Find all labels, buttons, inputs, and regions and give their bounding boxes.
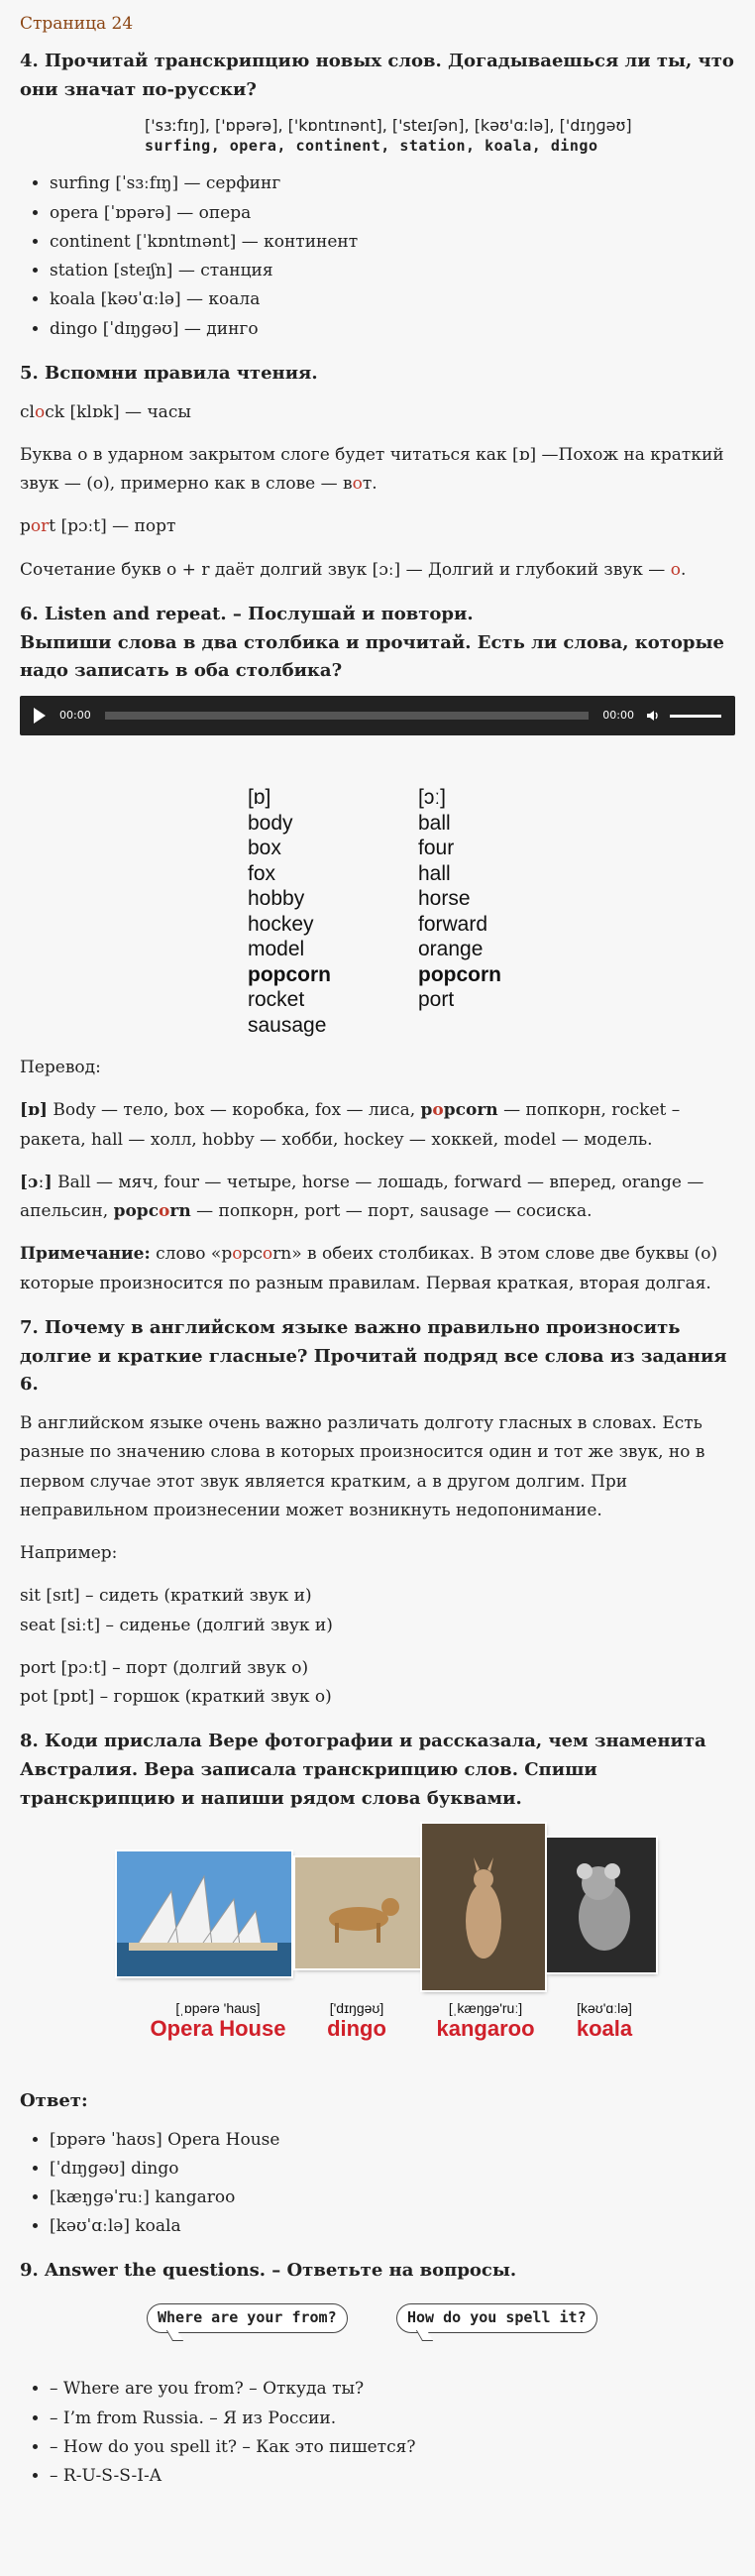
- clock-line: clock [klɒk] — часы: [20, 401, 191, 422]
- word: forward: [418, 912, 488, 936]
- audio-player: [20, 696, 735, 735]
- dingo-photo: [295, 1857, 422, 1968]
- word-columns: [248, 785, 735, 1038]
- answers-list: [20, 2126, 735, 2242]
- section-9-title: 9. Answer the questions. – Ответьте на вопросы.: [20, 2260, 517, 2282]
- list-item: • – How do you spell it? – Как это пишется?: [50, 2433, 735, 2462]
- section-4-list: [20, 169, 735, 343]
- speech-bubbles: [20, 2296, 735, 2365]
- word: fox: [248, 861, 276, 885]
- photo-label-dingo: ['dɪŋɡəʊ] dingo: [327, 1999, 386, 2041]
- list-item: • opera [ˈɒpərə] — опера: [50, 199, 735, 228]
- list-item: • koala [kəʊˈɑːlə] — коала: [50, 285, 735, 314]
- list-item: • – Where are you from? – Откуда ты?: [50, 2375, 735, 2404]
- word: popcorn: [418, 962, 501, 986]
- word: rocket: [248, 988, 305, 1012]
- column-header: [ɒ]: [248, 786, 271, 810]
- column-header: [ɔː]: [418, 786, 447, 810]
- column-short-o: [248, 785, 418, 1038]
- word: body: [248, 811, 293, 835]
- list-item: • [kəʊˈɑːlə] koala: [50, 2212, 735, 2241]
- audio-progress-bar[interactable]: [105, 712, 590, 720]
- section-8-title: 8. Коди прислала Вере фотографии и рассказала, чем знаменита Австралия. Вера записала транскрипцию слов. Спиши транскрипцию и напиши рядом слова буквами.: [20, 1731, 706, 1809]
- section-7-paragraph: В английском языке очень важно различать долготу гласных в словах. Есть разные по значению слова в которых произносится один и тот же звук, но в первом случае этот звук является кратким, а в другом долгим. При неправильном произнесении может возникнуть недопонимание.: [20, 1413, 705, 1520]
- play-icon[interactable]: [34, 708, 46, 724]
- list-item: • – R-U-S-S-I-A: [50, 2462, 735, 2491]
- rule-long-o: Сочетание букв o + r даёт долгий звук [ɔː] — Долгий и глубокий звук — о.: [20, 559, 687, 580]
- audio-current-time: 00:00: [59, 708, 91, 722]
- translation-short-o: [ɒ] Body — тело, box — коробка, fox — лиса, popcorn — попкорн, rocket – ракета, hall — холл, hobby — хобби, hockey — хоккей, model — модель.: [20, 1100, 681, 1150]
- section-4-title: 4. Прочитай транскрипцию новых слов. Догадываешься ли ты, что они значат по-русски?: [20, 51, 734, 100]
- photo-label-kangaroo: [ˌkæŋɡə'ruː] kangaroo: [436, 1999, 535, 2041]
- section-5-title: 5. Вспомни правила чтения.: [20, 362, 318, 384]
- word: hobby: [248, 887, 305, 911]
- list-item: • continent [ˈkɒntɪnənt] — континент: [50, 228, 735, 257]
- word: popcorn: [248, 962, 331, 986]
- australia-photos: [20, 1824, 735, 2072]
- section-7-title: 7. Почему в английском языке важно правильно произносить долгие и краткие гласные? Прочитай подряд все слова из задания 6.: [20, 1316, 727, 1396]
- example-group-1: sit [sɪt] – сидеть (краткий звук и) seat [siːt] – сиденье (долгий звук и): [20, 1586, 333, 1635]
- word: ball: [418, 811, 451, 835]
- word: model: [248, 938, 305, 961]
- list-item: • dingo [ˈdɪŋgəʊ] — динго: [50, 315, 735, 344]
- speech-bubble-1: Where are your from?: [147, 2303, 348, 2333]
- example-group-2: port [pɔːt] – порт (долгий звук о) pot [pɒt] – горшок (краткий звук о): [20, 1657, 332, 1708]
- page-label: Страница 24: [20, 14, 134, 34]
- list-item: • station [steɪʃn] — станция: [50, 257, 735, 285]
- note: Примечание: слово «popcorn» в обеих столбиках. В этом слове две буквы (о) которые произносится по разным правилам. Первая краткая, вторая долгая.: [20, 1244, 718, 1293]
- photo-label-koala: [kəʊ'ɑːlə] koala: [576, 1999, 633, 2041]
- word: sausage: [248, 1013, 327, 1037]
- audio-duration: 00:00: [602, 708, 634, 722]
- photo-label-opera-house: [ˌɒpərə 'haus] Opera House: [150, 1999, 286, 2041]
- word: hall: [418, 861, 451, 885]
- volume-icon[interactable]: [646, 709, 660, 723]
- list-item: • surfing [ˈsɜːfɪŋ] — серфинг: [50, 169, 735, 198]
- example-label: Например:: [20, 1543, 118, 1564]
- words-line: surfing, opera, continent, station, koala, dingo: [145, 137, 598, 156]
- translation-label: Перевод:: [20, 1058, 101, 1078]
- word: four: [418, 837, 455, 860]
- transcription-box: [145, 115, 735, 157]
- transcription-line: ['sɜːfɪŋ], ['ɒpərə], ['kɒntɪnənt], ['steɪʃən], [kəʊ'ɑːlə], ['dɪŋɡəʊ]: [145, 115, 632, 135]
- koala-photo: [547, 1838, 656, 1972]
- list-item: • – I’m from Russia. – Я из России.: [50, 2405, 735, 2433]
- column-long-o: [418, 785, 589, 1038]
- section-9-list: [20, 2375, 735, 2491]
- opera-house-photo: [117, 1851, 291, 1976]
- answer-label: Ответ:: [20, 2089, 88, 2111]
- speech-bubble-2: How do you spell it?: [396, 2303, 597, 2333]
- word: hockey: [248, 912, 314, 936]
- word: orange: [418, 938, 484, 961]
- section-6-title: 6. Listen and repeat. – Послушай и повтори.: [20, 603, 474, 624]
- word: horse: [418, 887, 471, 911]
- list-item: • [ˈdɪŋgəʊ] dingo: [50, 2155, 735, 2184]
- section-6-subtitle: Выпиши слова в два столбика и прочитай. Есть ли слова, которые надо записать в оба столбика?: [20, 631, 724, 682]
- volume-slider[interactable]: [670, 715, 721, 718]
- kangaroo-photo: [422, 1824, 545, 1990]
- translation-long-o: [ɔː] Ball — мяч, four — четыре, horse — лошадь, forward — вперед, orange — апельсин, popcorn — попкорн, port — порт, sausage — сосиска.: [20, 1172, 704, 1222]
- port-line: port [pɔːt] — порт: [20, 516, 176, 537]
- word: port: [418, 988, 455, 1012]
- rule-short-o: Буква о в ударном закрытом слоге будет читаться как [ɒ] —Похож на краткий звук — (о), примерно как в слове — вот.: [20, 444, 724, 495]
- word: box: [248, 837, 281, 860]
- list-item: • [ɒpərə ˈhaʊs] Opera House: [50, 2126, 735, 2155]
- list-item: • [kæŋgəˈruː] kangaroo: [50, 2184, 735, 2212]
